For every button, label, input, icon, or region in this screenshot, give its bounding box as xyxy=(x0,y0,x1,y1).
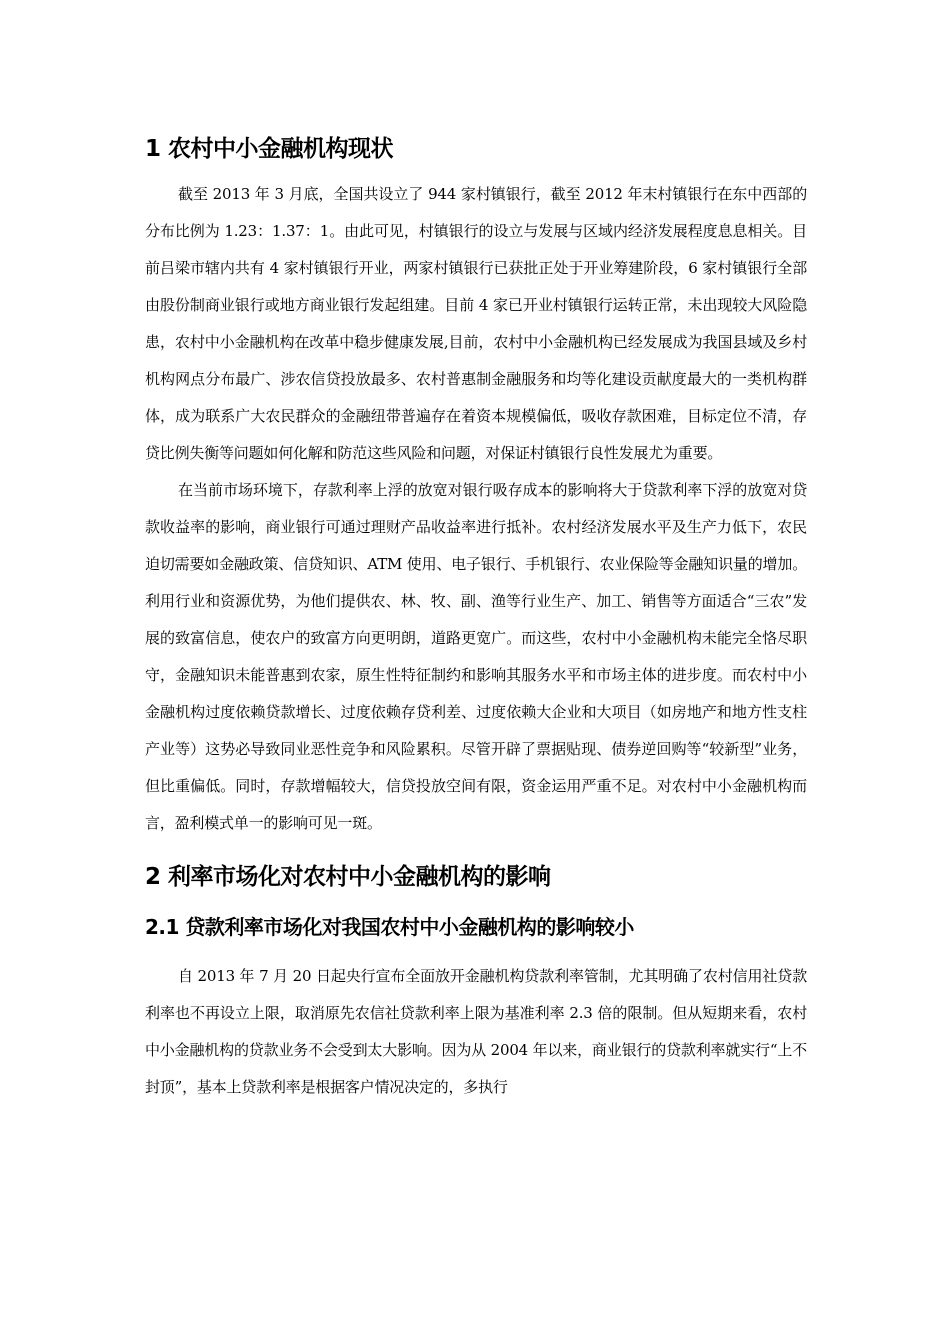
document-body xyxy=(145,122,807,1106)
section-1-heading: 1 农村中小金融机构现状 xyxy=(145,136,394,162)
section-1-paragraph-2: 在当前市场环境下，存款利率上浮的放宽对银行吸存成本的影响将大于贷款利率下浮的放宽对贷款收益率的影响，商业银行可通过理财产品收益率进行抵补。农村经济发展水平及生产力低下，农民迫切需要如金融政策、信贷知识、ATM 使用、电子银行、手机银行、农业保险等金融知识量的增加。利用行业和资源优势，为他们提供农、林、牧、副、渔等行业生产、加工、销售等方面适合“三农”发展的致富信息，使农户的致富方向更明朗，道路更宽广。而这些，农村中小金融机构未能完全恪尽职守，金融知识未能普惠到农家，原生性特征制约和影响其服务水平和市场主体的进步度。而农村中小金融机构过度依赖贷款增长、过度依赖存贷利差、过度依赖大企业和大项目（如房地产和地方性支柱产业等）这势必导致同业恶性竞争和风险累积。尽管开辟了票据贴现、债券逆回购等“较新型”业务，但比重偏低。同时，存款增幅较大，信贷投放空间有限，资金运用严重不足。对农村中小金融机构而言，盈利模式单一的影响可见一斑。 xyxy=(145,481,807,832)
section-1-paragraph-1: 截至 2013 年 3 月底，全国共设立了 944 家村镇银行，截至 2012 年末村镇银行在东中西部的分布比例为 1.23：1.37：1。由此可见，村镇银行的设立与发展与区域内经济发展程度息息相关。目前吕梁市辖内共有 4 家村镇银行开业，两家村镇银行已获批正处于开业筹建阶段，6 家村镇银行全部由股份制商业银行或地方商业银行发起组建。目前 4 家已开业村镇银行运转正常，未出现较大风险隐患，农村中小金融机构在改革中稳步健康发展,目前，农村中小金融机构已经发展成为我国县域及乡村机构网点分布最广、涉农信贷投放最多、农村普惠制金融服务和均等化建设贡献度最大的一类机构群体，成为联系广大农民群众的金融纽带普遍存在着资本规模偏低，吸收存款困难，目标定位不清，存贷比例失衡等问题如何化解和防范这些风险和问题，对保证村镇银行良性发展尤为重要。 xyxy=(145,185,807,462)
section-2-heading: 2 利率市场化对农村中小金融机构的影响 xyxy=(145,864,551,890)
subsection-2-1-heading: 2.1 贷款利率市场化对我国农村中小金融机构的影响较小 xyxy=(145,915,634,939)
subsection-2-1-paragraph-1: 自 2013 年 7 月 20 日起央行宣布全面放开金融机构贷款利率管制，尤其明确了农村信用社贷款利率也不再设立上限，取消原先农信社贷款利率上限为基准利率 2.3 倍的限制。但从短期来看，农村中小金融机构的贷款业务不会受到太大影响。因为从 2004 年以来，商业银行的贷款利率就实行“上不封顶”，基本上贷款利率是根据客户情况决定的，多执行 xyxy=(145,967,807,1096)
